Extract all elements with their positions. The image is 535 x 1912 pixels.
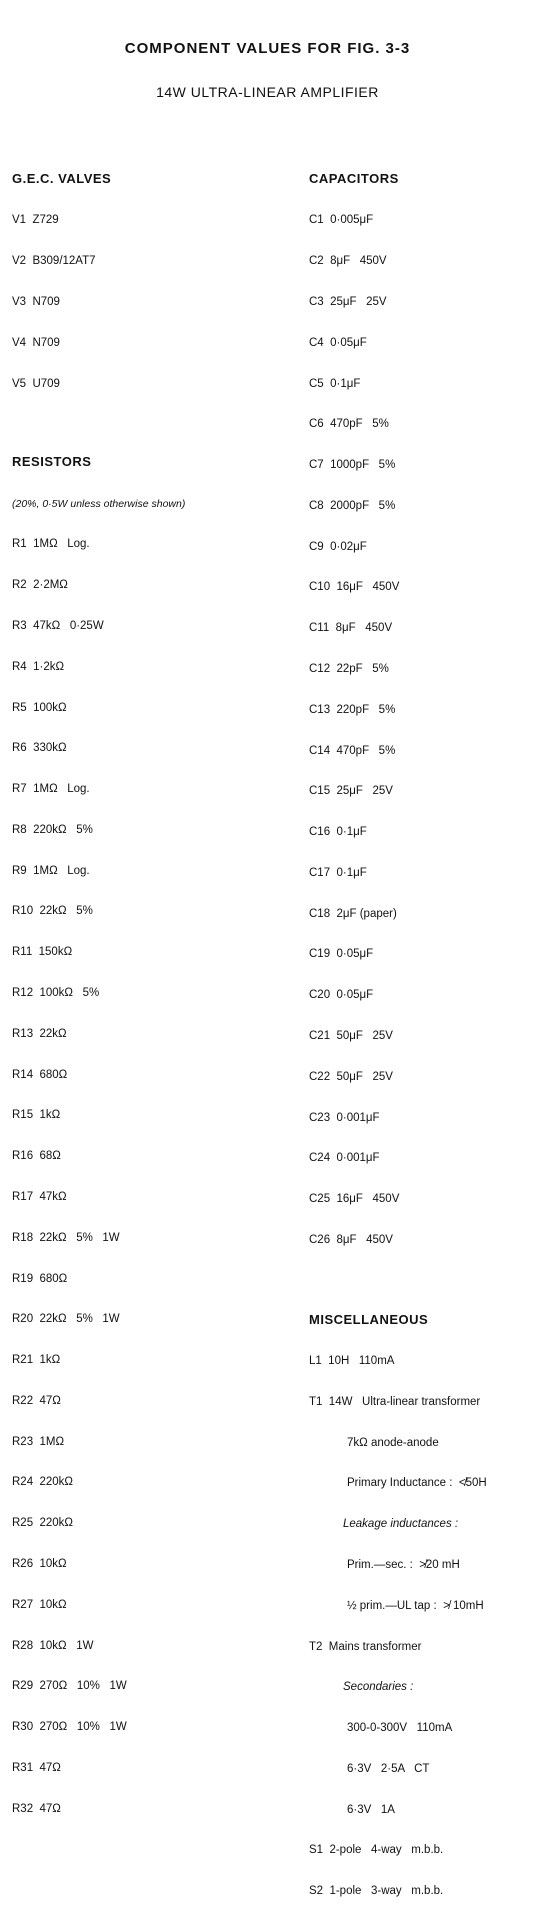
capacitor-item: C8 2000pF 5% xyxy=(309,499,396,512)
capacitor-item: C2 8μF 450V xyxy=(309,255,387,268)
misc-t1-leakage-2: ½ prim.—UL tap : ≯ 10mH xyxy=(347,1599,484,1612)
resistor-item: R14 680Ω xyxy=(12,1068,68,1081)
resistor-item: R2 2·2MΩ xyxy=(12,579,68,592)
resistor-item: R32 47Ω xyxy=(12,1802,61,1815)
capacitor-item: C25 16μF 450V xyxy=(309,1193,400,1206)
resistor-item: R17 47kΩ xyxy=(12,1190,67,1203)
left-column xyxy=(12,144,262,1830)
capacitor-item: C14 470pF 5% xyxy=(309,744,396,757)
capacitor-item: C3 25μF 25V xyxy=(309,295,387,308)
resistor-item: R3 47kΩ 0·25W xyxy=(12,620,104,632)
resistor-item: R7 1MΩ Log. xyxy=(12,783,90,796)
resistor-item: R27 10kΩ xyxy=(12,1598,67,1611)
misc-t1-leakage-1: Prim.—sec. : ≯20 mH xyxy=(347,1558,460,1571)
capacitor-item: C6 470pF 5% xyxy=(309,418,389,431)
resistor-item: R22 47Ω xyxy=(12,1394,61,1407)
resistor-item: R31 47Ω xyxy=(12,1761,61,1774)
resistors-note: (20%, 0·5W unless otherwise shown) xyxy=(12,497,186,510)
resistor-item: R5 100kΩ xyxy=(12,701,67,714)
resistor-item: R26 10kΩ xyxy=(12,1557,67,1570)
resistor-item: R29 270Ω 10% 1W xyxy=(12,1680,127,1693)
capacitors-heading: CAPACITORS xyxy=(309,171,399,187)
misc-t2-secondary-3: 6·3V 1A xyxy=(347,1803,395,1816)
capacitor-item: C23 0·001μF xyxy=(309,1111,380,1124)
resistor-item: R19 680Ω xyxy=(12,1272,68,1285)
resistor-item: R12 100kΩ 5% xyxy=(12,987,100,1000)
page-title: COMPONENT VALUES FOR FIG. 3-3 xyxy=(124,40,411,57)
valve-item: V5 U709 xyxy=(12,377,60,390)
right-column xyxy=(309,144,531,1912)
capacitor-item: C10 16μF 450V xyxy=(309,581,400,594)
resistor-item: R6 330kΩ xyxy=(12,742,67,755)
capacitor-item: C11 8μF 450V xyxy=(309,622,393,635)
valve-item: V1 Z729 xyxy=(12,214,59,227)
valves-heading: G.E.C. VALVES xyxy=(12,171,112,187)
capacitor-item: C7 1000pF 5% xyxy=(309,459,396,472)
misc-t1-line2: 7kΩ anode-anode xyxy=(347,1436,439,1449)
resistor-item: R9 1MΩ Log. xyxy=(12,864,90,877)
misc-s2: S2 1-pole 3-way m.b.b. xyxy=(309,1885,444,1898)
capacitor-item: C22 50μF 25V xyxy=(309,1070,393,1083)
resistors-heading: RESISTORS xyxy=(12,454,92,470)
capacitor-item: C13 220pF 5% xyxy=(309,703,396,716)
misc-t2: T2 Mains transformer xyxy=(309,1640,422,1653)
capacitor-item: C12 22pF 5% xyxy=(309,662,389,675)
resistor-item: R10 22kΩ 5% xyxy=(12,905,93,918)
valve-item: V2 B309/12AT7 xyxy=(12,255,96,268)
valve-item: V3 N709 xyxy=(12,295,60,308)
resistor-item: R25 220kΩ xyxy=(12,1517,74,1530)
misc-t1-line3: Primary Inductance : ≮50H xyxy=(347,1477,487,1490)
resistor-item: R1 1MΩ Log. xyxy=(12,538,90,551)
misc-s1: S1 2-pole 4-way m.b.b. xyxy=(309,1844,444,1857)
resistor-item: R4 1·2kΩ xyxy=(12,660,65,673)
capacitor-item: C16 0·1μF xyxy=(309,826,367,839)
capacitor-item: C26 8μF 450V xyxy=(309,1233,393,1246)
resistor-item: R15 1kΩ xyxy=(12,1109,61,1122)
resistor-item: R24 220kΩ xyxy=(12,1476,74,1489)
misc-t1-leakage-label: Leakage inductances : xyxy=(343,1518,459,1531)
capacitor-item: C21 50μF 25V xyxy=(309,1030,393,1042)
resistor-item: R20 22kΩ 5% 1W xyxy=(12,1313,120,1326)
capacitor-item: C24 0·001μF xyxy=(309,1152,380,1165)
capacitor-item: C17 0·1μF xyxy=(309,866,367,879)
misc-heading: MISCELLANEOUS xyxy=(309,1311,429,1327)
capacitor-item: C5 0·1μF xyxy=(309,377,361,390)
capacitor-item: C9 0·02μF xyxy=(309,540,367,553)
misc-t2-secondary-2: 6·3V 2·5A CT xyxy=(347,1762,430,1775)
valve-item: V4 N709 xyxy=(12,336,60,349)
page-subtitle: 14W ULTRA-LINEAR AMPLIFIER xyxy=(156,84,379,100)
resistor-item: R8 220kΩ 5% xyxy=(12,823,93,836)
resistor-item: R18 22kΩ 5% 1W xyxy=(12,1231,120,1244)
resistor-item: R30 270Ω 10% 1W xyxy=(12,1721,127,1734)
resistor-item: R23 1MΩ xyxy=(12,1435,65,1448)
resistor-item: R13 22kΩ xyxy=(12,1027,67,1040)
capacitor-item: C20 0·05μF xyxy=(309,989,374,1002)
capacitor-item: C1 0·005μF xyxy=(309,214,374,227)
misc-t2-secondary-1: 300-0-300V 110mA xyxy=(347,1722,453,1735)
capacitor-item: C4 0·05μF xyxy=(309,336,367,349)
resistor-item: R11 150kΩ xyxy=(12,946,73,959)
capacitor-item: C18 2μF (paper) xyxy=(309,907,397,920)
capacitor-item: C15 25μF 25V xyxy=(309,785,393,798)
misc-t2-secondaries-label: Secondaries : xyxy=(343,1681,414,1694)
misc-l1: L1 10H 110mA xyxy=(309,1355,395,1368)
misc-t1: T1 14W Ultra-linear transformer xyxy=(309,1395,481,1408)
capacitor-item: C19 0·05μF xyxy=(309,948,374,961)
resistor-item: R28 10kΩ 1W xyxy=(12,1639,94,1652)
resistor-item: R16 68Ω xyxy=(12,1150,61,1163)
resistor-item: R21 1kΩ xyxy=(12,1354,61,1367)
